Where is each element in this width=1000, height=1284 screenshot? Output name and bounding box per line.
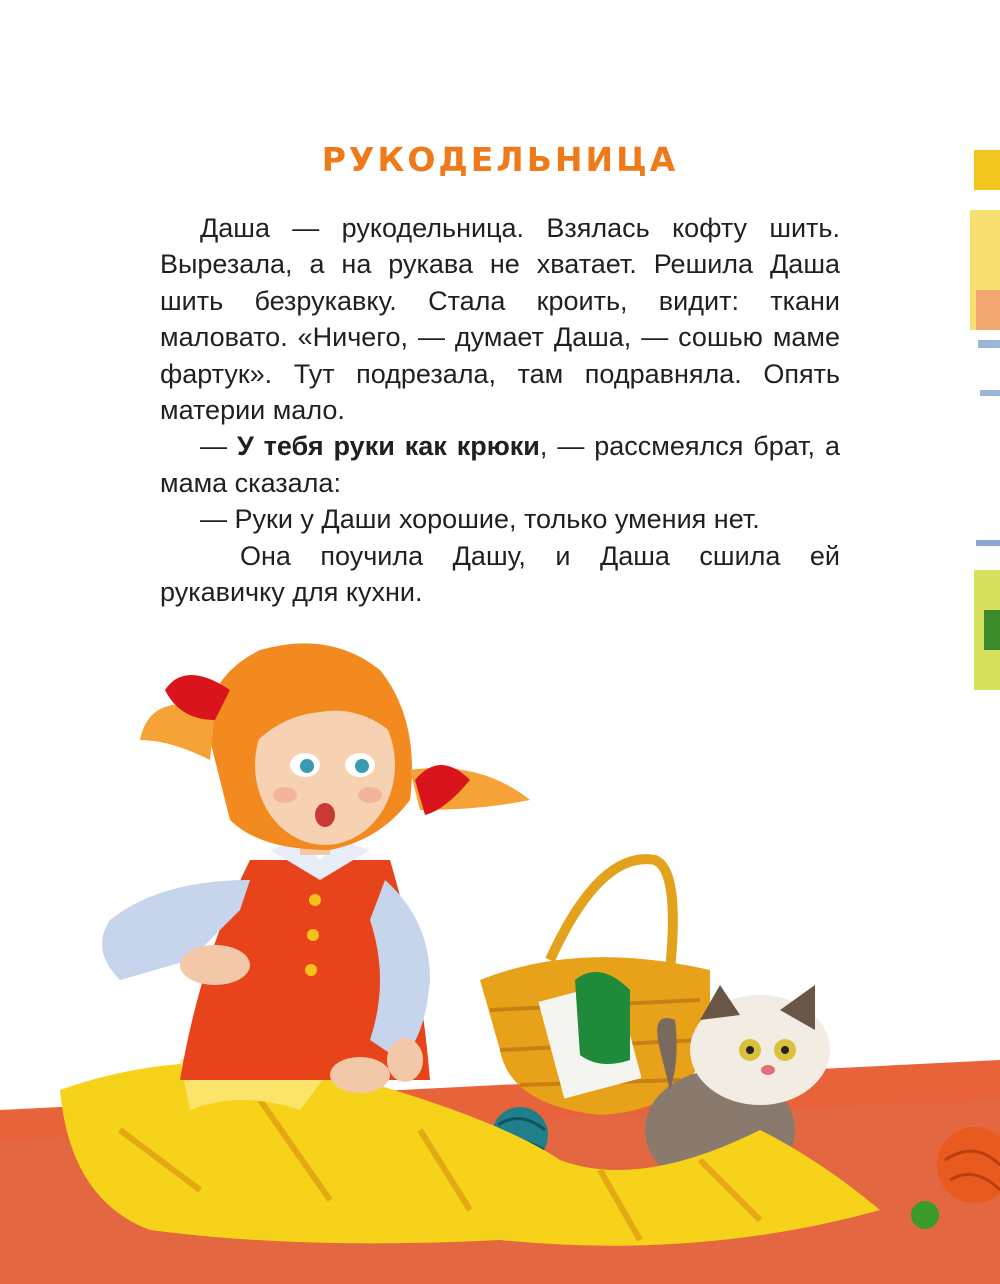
- girl: [102, 643, 530, 1093]
- basket: [480, 859, 710, 1115]
- paragraph-4: Она поучила Дашу, и Даша сшила ей рукавичку для кухни.: [160, 540, 840, 608]
- story-title: РУКОДЕЛЬНИЦА: [321, 140, 679, 179]
- bold-phrase-a: У тебя руки как крю: [236, 431, 510, 462]
- bold-phrase-b: ки: [509, 431, 540, 462]
- green-yarn-ball: [911, 1201, 939, 1229]
- dash: —: [200, 431, 237, 462]
- paragraph-3: — Руки у Даши хорошие, только умения нет.: [200, 504, 760, 535]
- paragraph-2-rest: , — рассмеялся брат, а мама сказала:: [160, 431, 840, 498]
- paragraph-1: Даша — рукодельница. Взялась кофту шить. Вырезала, а на рукава не хватает. Решила Даша шить безрукавку. Стала кроить, видит: ткани маловато. «Ничего, — думает Даша, — сошью маме фартук». Тут подрезала, там подравняла. Опять материи мало.: [160, 213, 840, 426]
